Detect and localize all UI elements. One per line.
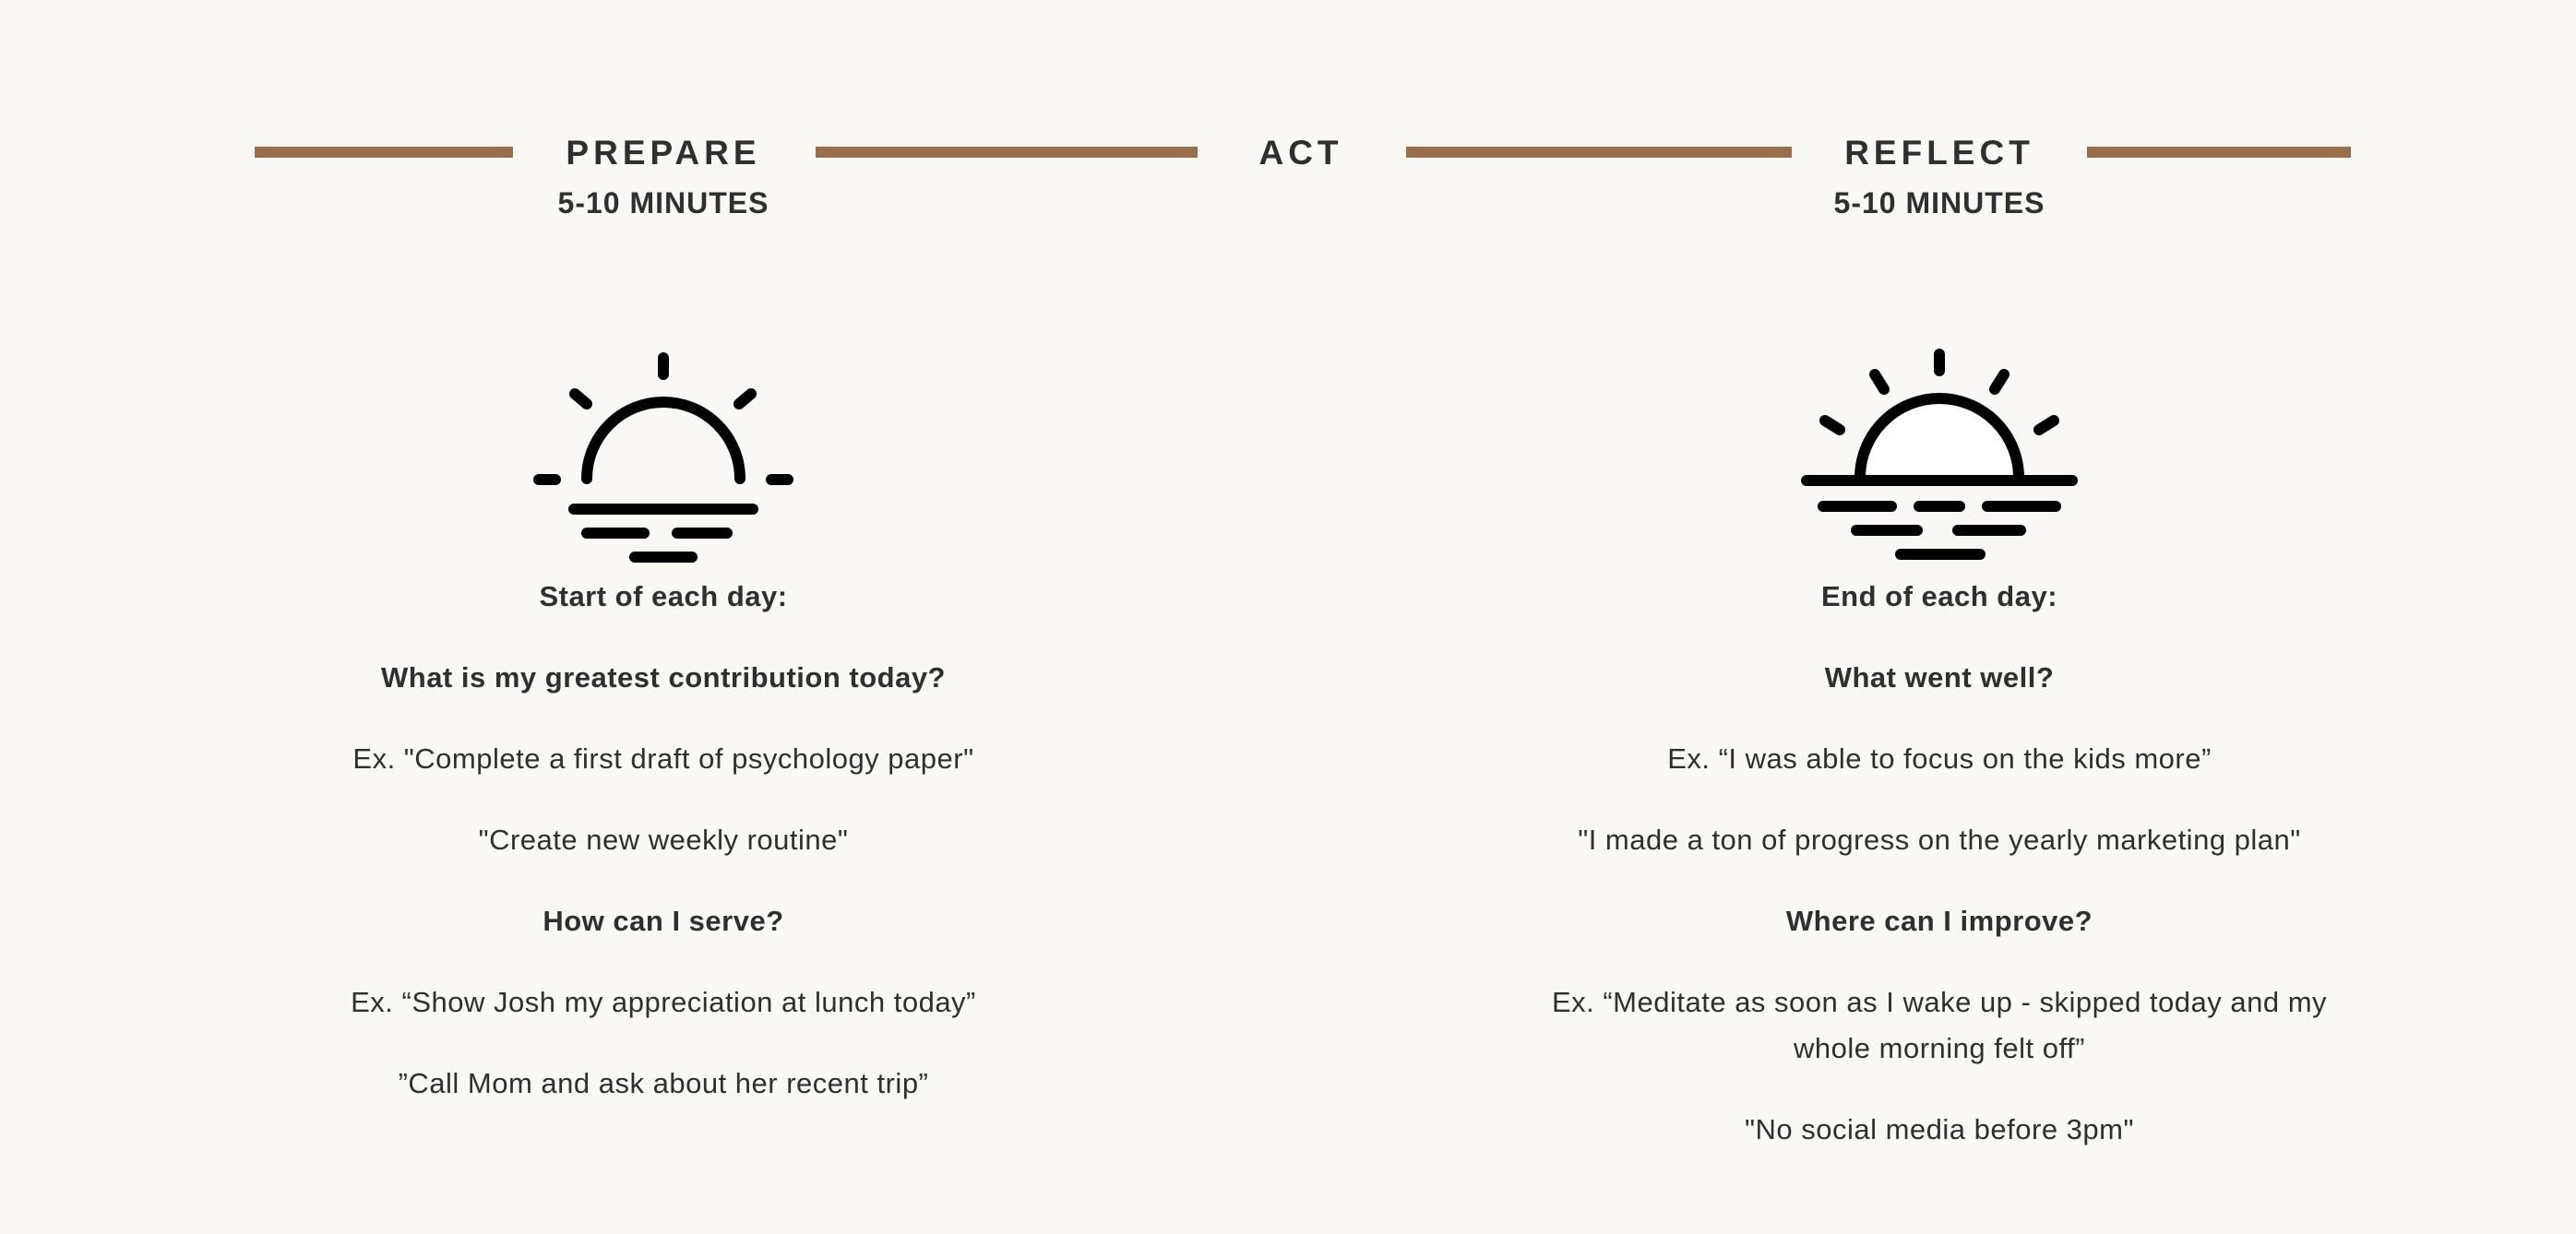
reflect-example-2a-line2: whole morning felt off” — [1794, 1032, 2085, 1064]
reflect-example-1a: Ex. “I was able to focus on the kids more” — [1667, 742, 2212, 775]
sunset-icon — [1801, 347, 2078, 568]
reflect-column — [1478, 574, 2401, 1153]
phase-reflect-label: REFLECT — [1844, 134, 2034, 172]
sunrise-icon — [530, 347, 797, 568]
prepare-question-serve: How can I serve? — [543, 905, 784, 937]
phase-prepare-label: PREPARE — [566, 134, 761, 172]
prepare-example-1b: "Create new weekly routine" — [478, 824, 849, 856]
phase-prepare-duration: 5-10 MINUTES — [557, 186, 769, 220]
timeline-bar-right — [2087, 147, 2351, 158]
prepare-heading: Start of each day: — [539, 580, 788, 612]
prepare-example-2a: Ex. “Show Josh my appreciation at lunch today” — [351, 986, 976, 1018]
prepare-example-1a: Ex. "Complete a first draft of psychology paper" — [352, 742, 974, 775]
prepare-question-contribution: What is my greatest contribution today? — [381, 661, 946, 694]
reflect-example-1b: "I made a ton of progress on the yearly marketing plan" — [1578, 824, 2301, 856]
phase-act-label: ACT — [1258, 134, 1343, 172]
reflect-question-improve: Where can I improve? — [1785, 905, 2093, 937]
prepare-example-2b: ”Call Mom and ask about her recent trip” — [398, 1067, 929, 1099]
reflect-example-2a-line1: Ex. “Meditate as soon as I wake up - skipped today and my — [1551, 986, 2328, 1018]
reflect-heading: End of each day: — [1820, 580, 2058, 612]
reflect-question-went-well: What went well? — [1824, 661, 2055, 694]
prepare-column — [294, 574, 1032, 1107]
reflect-example-2b: "No social media before 3pm" — [1745, 1113, 2134, 1145]
timeline-bar-left — [255, 147, 513, 158]
phase-reflect-duration: 5-10 MINUTES — [1833, 186, 2045, 220]
